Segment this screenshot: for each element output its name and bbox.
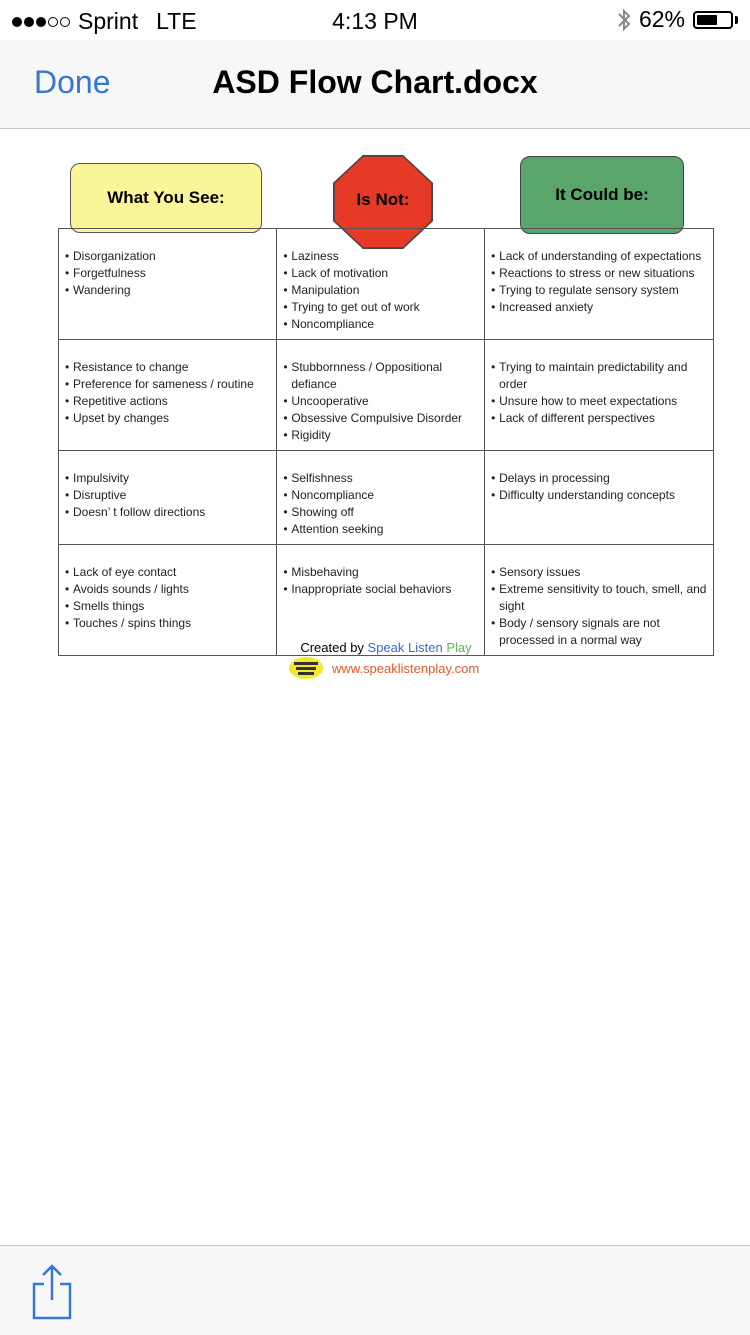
list-item: • Sensory issues (491, 564, 707, 581)
table-cell-not (277, 451, 485, 545)
table-cell-not (277, 229, 485, 340)
share-icon[interactable] (30, 1264, 74, 1320)
list-item: • Reactions to stress or new situations (491, 265, 707, 282)
battery-level-fill (697, 15, 717, 25)
list-item: • Manipulation (283, 282, 478, 299)
battery-percent: 62% (638, 6, 685, 32)
list-item: • Repetitive actions (65, 393, 270, 410)
list-item: • Touches / spins things (65, 615, 270, 632)
table-row (59, 451, 714, 545)
credit-listen: Listen (408, 640, 443, 655)
table-cell-could (485, 451, 714, 545)
table-row (59, 340, 714, 451)
status-bar (0, 0, 750, 40)
table-row (59, 229, 714, 340)
credit-play: Play (446, 640, 472, 655)
table-cell-see (59, 340, 277, 451)
bullet-list (65, 359, 270, 427)
list-item: • Wandering (65, 282, 270, 299)
list-item: • Increased anxiety (491, 299, 707, 316)
bullet-list (491, 470, 707, 504)
document-title: ASD Flow Chart.docx (212, 64, 538, 100)
credit-speak: Speak (367, 640, 405, 655)
battery-icon (693, 11, 733, 29)
header-what-you-see (70, 163, 262, 233)
list-item: • Extreme sensitivity to touch, smell, and sight (491, 581, 707, 615)
list-item: • Misbehaving (283, 564, 478, 581)
header-is-not-label: Is Not: (356, 190, 410, 209)
list-item: • Noncompliance (283, 487, 478, 504)
bullet-list (491, 359, 707, 427)
list-item: • Inappropriate social behaviors (283, 581, 478, 598)
flow-chart-table (58, 228, 714, 656)
header-it-could-be-label: It Could be: (555, 185, 649, 204)
bullet-list (491, 248, 707, 316)
list-item: • Disorganization (65, 248, 270, 265)
credit-line (58, 639, 714, 656)
list-item: • Obsessive Compulsive Disorder (283, 410, 478, 427)
table-cell-see (59, 451, 277, 545)
list-item: • Difficulty understanding concepts (491, 487, 707, 504)
list-item: • Selfishness (283, 470, 478, 487)
bullet-list (65, 470, 270, 521)
bottom-toolbar (0, 1245, 750, 1335)
list-item: • Upset by changes (65, 410, 270, 427)
table-cell-see (59, 229, 277, 340)
list-item: • Forgetfulness (65, 265, 270, 282)
status-time: 4:13 PM (332, 8, 418, 34)
bullet-list (283, 470, 478, 538)
table-cell-could (485, 340, 714, 451)
list-item: • Preference for sameness / routine (65, 376, 270, 393)
network-type: LTE (156, 8, 197, 34)
list-item: • Laziness (283, 248, 478, 265)
bullet-list (283, 248, 478, 333)
header-it-could-be (520, 156, 684, 234)
list-item: • Trying to get out of work (283, 299, 478, 316)
list-item: • Trying to maintain predictability and order (491, 359, 707, 393)
list-item: • Impulsivity (65, 470, 270, 487)
list-item: • Attention seeking (283, 521, 478, 538)
header-what-you-see-label: What You See: (107, 188, 225, 207)
list-item: • Lack of understanding of expectations (491, 248, 707, 265)
done-button[interactable]: Done (34, 64, 111, 100)
list-item: • Rigidity (283, 427, 478, 444)
list-item: • Showing off (283, 504, 478, 521)
credit-prefix: Created by (300, 640, 364, 655)
list-item: • Uncooperative (283, 393, 478, 410)
table-cell-could (485, 229, 714, 340)
bullet-list (65, 248, 270, 299)
bullet-list (283, 359, 478, 444)
bullet-list (65, 564, 270, 632)
list-item: • Delays in processing (491, 470, 707, 487)
list-item: • Lack of motivation (283, 265, 478, 282)
list-item: • Stubbornness / Oppositional defiance (283, 359, 478, 393)
website-link[interactable]: www.speaklistenplay.com (332, 660, 480, 676)
speak-listen-play-logo-icon (288, 656, 324, 680)
navigation-bar (0, 40, 750, 129)
list-item: • Noncompliance (283, 316, 478, 333)
list-item: • Unsure how to meet expectations (491, 393, 707, 410)
list-item: • Disruptive (65, 487, 270, 504)
list-item: • Avoids sounds / lights (65, 581, 270, 598)
bluetooth-icon (617, 7, 631, 33)
list-item: • Doesn’ t follow directions (65, 504, 270, 521)
bullet-list (491, 564, 707, 649)
bullet-list (283, 564, 478, 598)
list-item: • Trying to regulate sensory system (491, 282, 707, 299)
list-item: • Lack of eye contact (65, 564, 270, 581)
table-cell-not (277, 340, 485, 451)
list-item: • Smells things (65, 598, 270, 615)
battery-tip (735, 16, 738, 24)
list-item: • Lack of different perspectives (491, 410, 707, 427)
list-item: • Resistance to change (65, 359, 270, 376)
list-item: • Body / sensory signals are not processed in a normal way (491, 615, 707, 649)
status-right (617, 6, 738, 33)
website-row (288, 656, 479, 680)
carrier-name: Sprint (78, 8, 139, 34)
